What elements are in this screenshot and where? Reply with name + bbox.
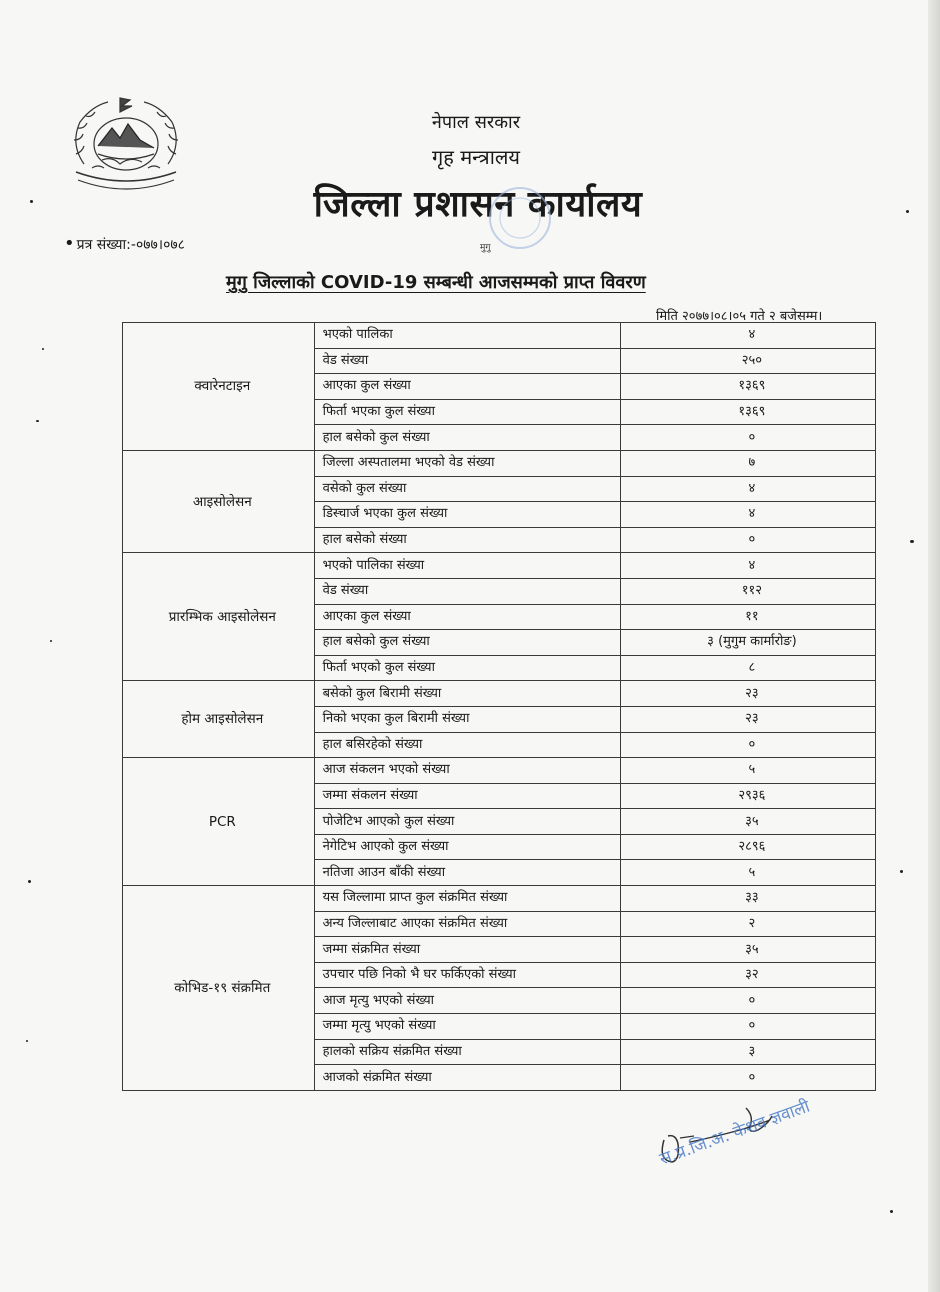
scan-speck bbox=[26, 1040, 28, 1042]
row-label: अन्य जिल्लाबाट आएका संक्रमित संख्या bbox=[314, 911, 620, 937]
row-value: ३५ bbox=[620, 809, 875, 835]
row-label: उपचार पछि निको भै घर फर्किएको संख्या bbox=[314, 962, 620, 988]
row-value: ७ bbox=[620, 450, 875, 476]
row-label: आजको संक्रमित संख्या bbox=[314, 1065, 620, 1091]
category-cell: कोभिड-१९ संक्रमित bbox=[123, 886, 315, 1091]
category-cell: प्रारम्भिक आइसोलेसन bbox=[123, 553, 315, 681]
row-value: ० bbox=[620, 425, 875, 451]
row-value: ० bbox=[620, 732, 875, 758]
scan-speck bbox=[900, 870, 903, 873]
row-label: निको भएका कुल बिरामी संख्या bbox=[314, 706, 620, 732]
row-label: नतिजा आउन बाँकी संख्या bbox=[314, 860, 620, 886]
row-value: २ bbox=[620, 911, 875, 937]
scan-speck bbox=[50, 640, 52, 642]
row-label: नेगेटिभ आएको कुल संख्या bbox=[314, 834, 620, 860]
row-value: ११ bbox=[620, 604, 875, 630]
row-value: ३५ bbox=[620, 937, 875, 963]
row-label: पोजेटिभ आएको कुल संख्या bbox=[314, 809, 620, 835]
row-label: जम्मा संकलन संख्या bbox=[314, 783, 620, 809]
row-label: हाल बसेको कुल संख्या bbox=[314, 630, 620, 656]
row-value: ४ bbox=[620, 476, 875, 502]
category-cell: होम आइसोलेसन bbox=[123, 681, 315, 758]
ministry-name: गृह मन्त्रालय bbox=[431, 145, 521, 169]
covid-data-table bbox=[122, 322, 876, 1091]
row-value: १३६९ bbox=[620, 399, 875, 425]
reference-number: • प्रत्र संख्या:-०७७।०७८ bbox=[64, 233, 185, 254]
office-title: जिल्ला प्रशासन कार्यालय bbox=[313, 184, 643, 225]
row-label: भएको पालिका bbox=[314, 323, 620, 349]
row-value: २९३६ bbox=[620, 783, 875, 809]
table-row bbox=[123, 681, 876, 707]
row-label: जिल्ला अस्पतालमा भएको वेड संख्या bbox=[314, 450, 620, 476]
row-value: ० bbox=[620, 988, 875, 1014]
row-label: बसेको कुल बिरामी संख्या bbox=[314, 681, 620, 707]
row-value: २३ bbox=[620, 706, 875, 732]
row-label: वेड संख्या bbox=[314, 578, 620, 604]
row-value: ११२ bbox=[620, 578, 875, 604]
report-subtitle: मुगु जिल्लाको COVID-19 सम्बन्धी आजसम्मको प्राप्त विवरण bbox=[226, 272, 646, 293]
row-value: २३ bbox=[620, 681, 875, 707]
scan-speck bbox=[910, 540, 914, 543]
category-cell: आइसोलेसन bbox=[123, 450, 315, 552]
scan-speck bbox=[28, 880, 31, 883]
row-value: ३ (मुगुम कार्मारोङ) bbox=[620, 630, 875, 656]
row-value: ० bbox=[620, 1014, 875, 1040]
row-label: डिस्चार्ज भएका कुल संख्या bbox=[314, 502, 620, 528]
row-value: ८ bbox=[620, 655, 875, 681]
row-label: वेड संख्या bbox=[314, 348, 620, 374]
row-value: २८९६ bbox=[620, 834, 875, 860]
row-label: आज संकलन भएको संख्या bbox=[314, 758, 620, 784]
row-value: ३ bbox=[620, 1039, 875, 1065]
table-row bbox=[123, 450, 876, 476]
row-label: जम्मा संक्रमित संख्या bbox=[314, 937, 620, 963]
row-label: फिर्ता भएको कुल संख्या bbox=[314, 655, 620, 681]
table-row bbox=[123, 758, 876, 784]
row-label: हालको सक्रिय संक्रमित संख्या bbox=[314, 1039, 620, 1065]
category-cell: PCR bbox=[123, 758, 315, 886]
scan-speck bbox=[890, 1210, 893, 1213]
signature-stamp-text: स.प्र.जि.अ. केशव ज्ञवाली bbox=[657, 1096, 813, 1170]
district-label: मुगु bbox=[480, 243, 491, 253]
row-label: यस जिल्लामा प्राप्त कुल संक्रमित संख्या bbox=[314, 886, 620, 912]
table-row bbox=[123, 553, 876, 579]
row-value: ० bbox=[620, 527, 875, 553]
row-label: जम्मा मृत्यु भएको संख्या bbox=[314, 1014, 620, 1040]
covid-table-body bbox=[123, 323, 876, 1091]
row-label: आज मृत्यु भएको संख्या bbox=[314, 988, 620, 1014]
row-value: ५ bbox=[620, 758, 875, 784]
row-label: भएको पालिका संख्या bbox=[314, 553, 620, 579]
row-label: हाल बसिरहेको संख्या bbox=[314, 732, 620, 758]
row-value: ० bbox=[620, 1065, 875, 1091]
row-value: ४ bbox=[620, 553, 875, 579]
row-value: ५ bbox=[620, 860, 875, 886]
row-value: ४ bbox=[620, 323, 875, 349]
row-value: ४ bbox=[620, 502, 875, 528]
row-label: फिर्ता भएका कुल संख्या bbox=[314, 399, 620, 425]
scan-speck bbox=[906, 210, 909, 213]
scan-speck bbox=[36, 420, 39, 422]
row-value: ३२ bbox=[620, 962, 875, 988]
row-label: वसेको कुल संख्या bbox=[314, 476, 620, 502]
row-value: ३३ bbox=[620, 886, 875, 912]
report-date: मिति २०७७।०८।०५ गते २ बजेसम्म। bbox=[656, 309, 823, 324]
reference-text: प्रत्र संख्या:-०७७।०७८ bbox=[76, 237, 185, 253]
row-label: हाल बसेको संख्या bbox=[314, 527, 620, 553]
table-row bbox=[123, 323, 876, 349]
row-value: १३६९ bbox=[620, 374, 875, 400]
row-label: आएका कुल संख्या bbox=[314, 374, 620, 400]
table-row bbox=[123, 886, 876, 912]
scan-speck bbox=[42, 348, 44, 350]
row-value: २५० bbox=[620, 348, 875, 374]
svg-text:‍ ‍ ‍ ‍ ‍: ‍ ‍ ‍ ‍ ‍ bbox=[122, 187, 130, 193]
row-label: हाल बसेको कुल संख्या bbox=[314, 425, 620, 451]
category-cell: क्वारेनटाइन bbox=[123, 323, 315, 451]
scan-speck bbox=[30, 200, 33, 203]
row-label: आएका कुल संख्या bbox=[314, 604, 620, 630]
government-name: नेपाल सरकार bbox=[431, 112, 521, 133]
